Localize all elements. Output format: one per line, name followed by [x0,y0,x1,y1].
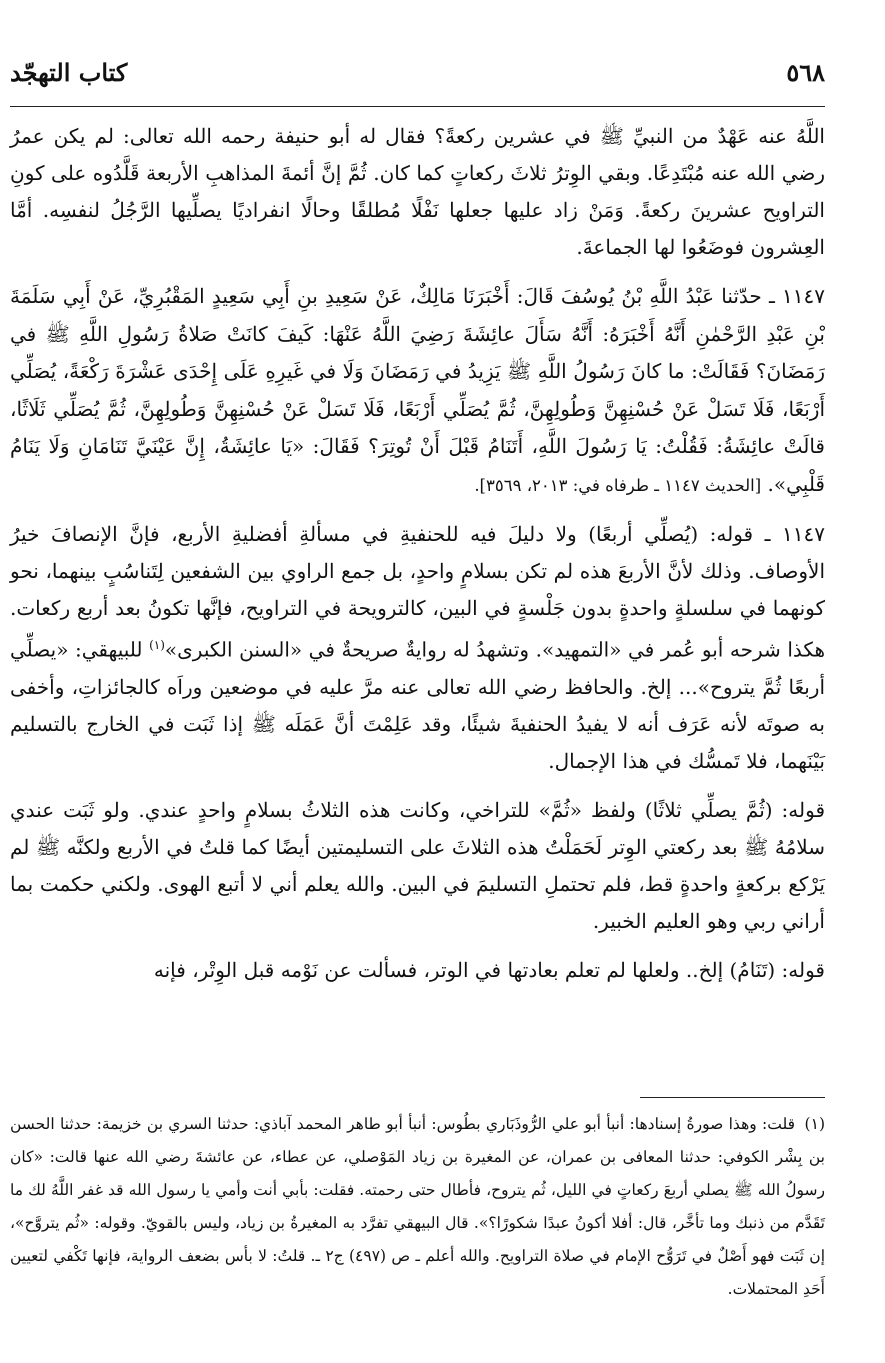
commentary-tanamu: قوله: (تَنَامُ) إلخ.. ولعلها لم تعلم بعادتها في الوتر، فسألت عن نَوْمه قبل الوِتْر، فإنه [153,957,825,982]
commentary-1147 [10,516,825,780]
footnote-marker: (١) [149,638,165,652]
footnotes [10,1108,825,1306]
header-rule [10,106,825,107]
hadith-text: ١١٤٧ ـ حدّثنا عَبْدُ اللَّهِ بْنُ يُوسُفَ قَالَ: أَخْبَرَنَا مَالِكٌ، عَنْ سَعِيدِ بنِ أَبِي سَعِيدٍ المَقْبُرِيِّ، عَنْ أَبِي سَلَمَةَ بْنِ عَبْدِ الرَّحْمٰنِ أَنَّهُ أَخْبَرَهُ: أَنَّهُ سَأَلَ عائِشَةَ رَضِيَ اللَّهُ عَنْهَا: كَيفَ كانَتْ صَلاةُ رَسُولِ اللَّهِ ﷺ في رَمَضَانَ؟ فَقَالَتْ: ما كانَ رَسُولُ اللَّهِ ﷺ يَزِيدُ في رَمَضَانَ وَلَا في غَيرِهِ عَلَى إِحْدَى عَشْرَةَ رَكْعَةً، يُصَلِّي أَرْبَعًا، فَلَا تَسَلْ عَنْ حُسْنِهِنَّ وَطُولِهِنَّ، ثُمَّ يُصَلِّي أَرْبَعًا، فَلَا تَسَلْ عَنْ حُسْنِهِنَّ وَطُولِهِنَّ، ثُمَّ يُصَلِّي ثَلَاثًا، قالَتْ عائِشَةُ: فَقُلْتُ: يَا رَسُولَ اللَّهِ، أَتَنَامُ قَبْلَ أَنْ تُوتِرَ؟ فَقَالَ: «يَا عائِشَةُ، إِنَّ عَيْنَيَّ تَنَامَانِ وَلَا يَنَامُ قَلْبِي». [10,284,825,496]
footnote-separator [640,1097,825,1098]
book-title: كتاب التهجّد [10,58,128,87]
commentary-thumma: قوله: (ثُمَّ يصلِّي ثلاثًا) ولفظ «ثُمَّ» للتراخي، وكانت هذه الثلاثُ بسلامٍ واحدٍ عندي. ولو ثَبَت عندي سلامُهُ ﷺ بعد ركعتي الوِتر لَحَمَلْتُ هذه الثلاثَ على التسليمتين أيضًا كما قلتُ في الأربع ولكنَّه ﷺ لم يَرْكع بركعةٍ واحدةٍ قط، فلم تحتملِ التسليمَ في البين. والله يعلم أني لا أتبع الهوى. ولكني حكمت بما أراني ربي وهو العليم الخبير. [10,797,825,933]
footnote-text: قلت: وهذا صورةُ إسنادها: أنبأ أبو علي الرُّوذَبَاري بطُوس: أنبأ أبو طاهر المحمد آباذي: حدثنا السري بن خزيمة: حدثنا الحسن بن بِشْر الكوفي: حدثنا المعافى بن عمران، عن المغيرة بن زياد المَوْصلي، عن عطاء، عن عائشةَ رضي الله عنها قالت: «كان رسولُ الله ﷺ يصلي أربعَ ركعاتٍ في الليل، ثُم يتروح، فأطال حتى رحمته. فقلت: بأبي أنت وأمي يا رسول الله قد غفر اللَّهُ لك ما تَقَدَّم من ذنبك وما تأخَّر، قال: أفلا أكونُ عبدًا شكورًا؟». قال البيهقي تفرَّد به المغيرةُ بن زياد، وليس بالقويّ. وقوله: «ثُم يتروَّح»، إن ثَبَت فهو أَصْلٌ في تَرَوُّح الإمام في صلاة التراويح. والله أعلم ـ ص (٤٩٧) ج٢ ـ. قلتُ: لا بأس بضعف الرواية، فإنها تَكْفي لتعيين أَحَدِ المحتملات. [10,1115,825,1298]
paragraph-1: اللَّهُ عنه عَهْدٌ من النبيِّ ﷺ في عشرين ركعةً؟ فقال له أبو حنيفة رحمه الله تعالى: لم يكن عمرُ رضي الله عنه مُبْتَدِعًا. وبقي الوِترُ ثلاثَ ركعاتٍ كما كان. ثُمَّ إنَّ أئمةَ المذاهبِ الأربعة قَلَّدُوه على كونِ التراويح عشرينَ ركعةً. وَمَنْ زاد عليها جعلها نَفْلًا مُطلقًا وحالًا انفراديًا يصلِّيها الرَّجُلُ لنفسِه. أمَّا العِشرون فوضَعُوا لها الجماعةَ. [10,124,825,259]
hadith-1147 [10,278,825,504]
commentary-text-a: ١١٤٧ ـ قوله: (يُصلِّي أربعًا) ولا دليلَ فيه للحنفيةِ في مسألةِ أفضليةِ الأربع، فإنَّ الإنصافَ خيرُ الأوصاف. وذلك لأنَّ الأربعَ هذه لم تكن بسلامٍ واحدٍ، بل جمع الراوي بين الشفعين لِتَناسُبٍ بينهما، نحو كونهما في سلسلةٍ واحدةٍ بدون جَلْسةٍ في البين، كالترويحة في التراويح، فإنَّها تكونُ بعد أربع ركعات. هكذا شرحه أبو عُمر في «التمهيد». وتشهدُ له روايةٌ صريحةٌ في «السنن الكبرى» [10,522,825,662]
commentary-text-b: للبيهقي: «يصلِّي أربعًا ثُمَّ يتروح»... إلخ. والحافظ رضي الله تعالى عنه مرَّ عليه في موضعين وراَه كالجائزاتِ، وأخفى به صوتَه لأنه عَرَف أنه لا يفيدُ الحنفيةَ شيئًا، وقد عَلِمْتَ أنَّ عَمَلَه ﷺ إذا ثَبَت في الخارج بالتسليم بَيْنَهما، فلا تَمسُّك في هذا الإجمال. [10,637,825,773]
main-text [10,118,825,1001]
page-number: ٥٦٨ [786,58,825,87]
hadith-reference: [الحديث ١١٤٧ ـ طرفاه في: ٢٠١٣، ٣٥٦٩]. [474,475,762,495]
footnote-number: (١) [804,1115,825,1133]
page-header [10,58,825,110]
